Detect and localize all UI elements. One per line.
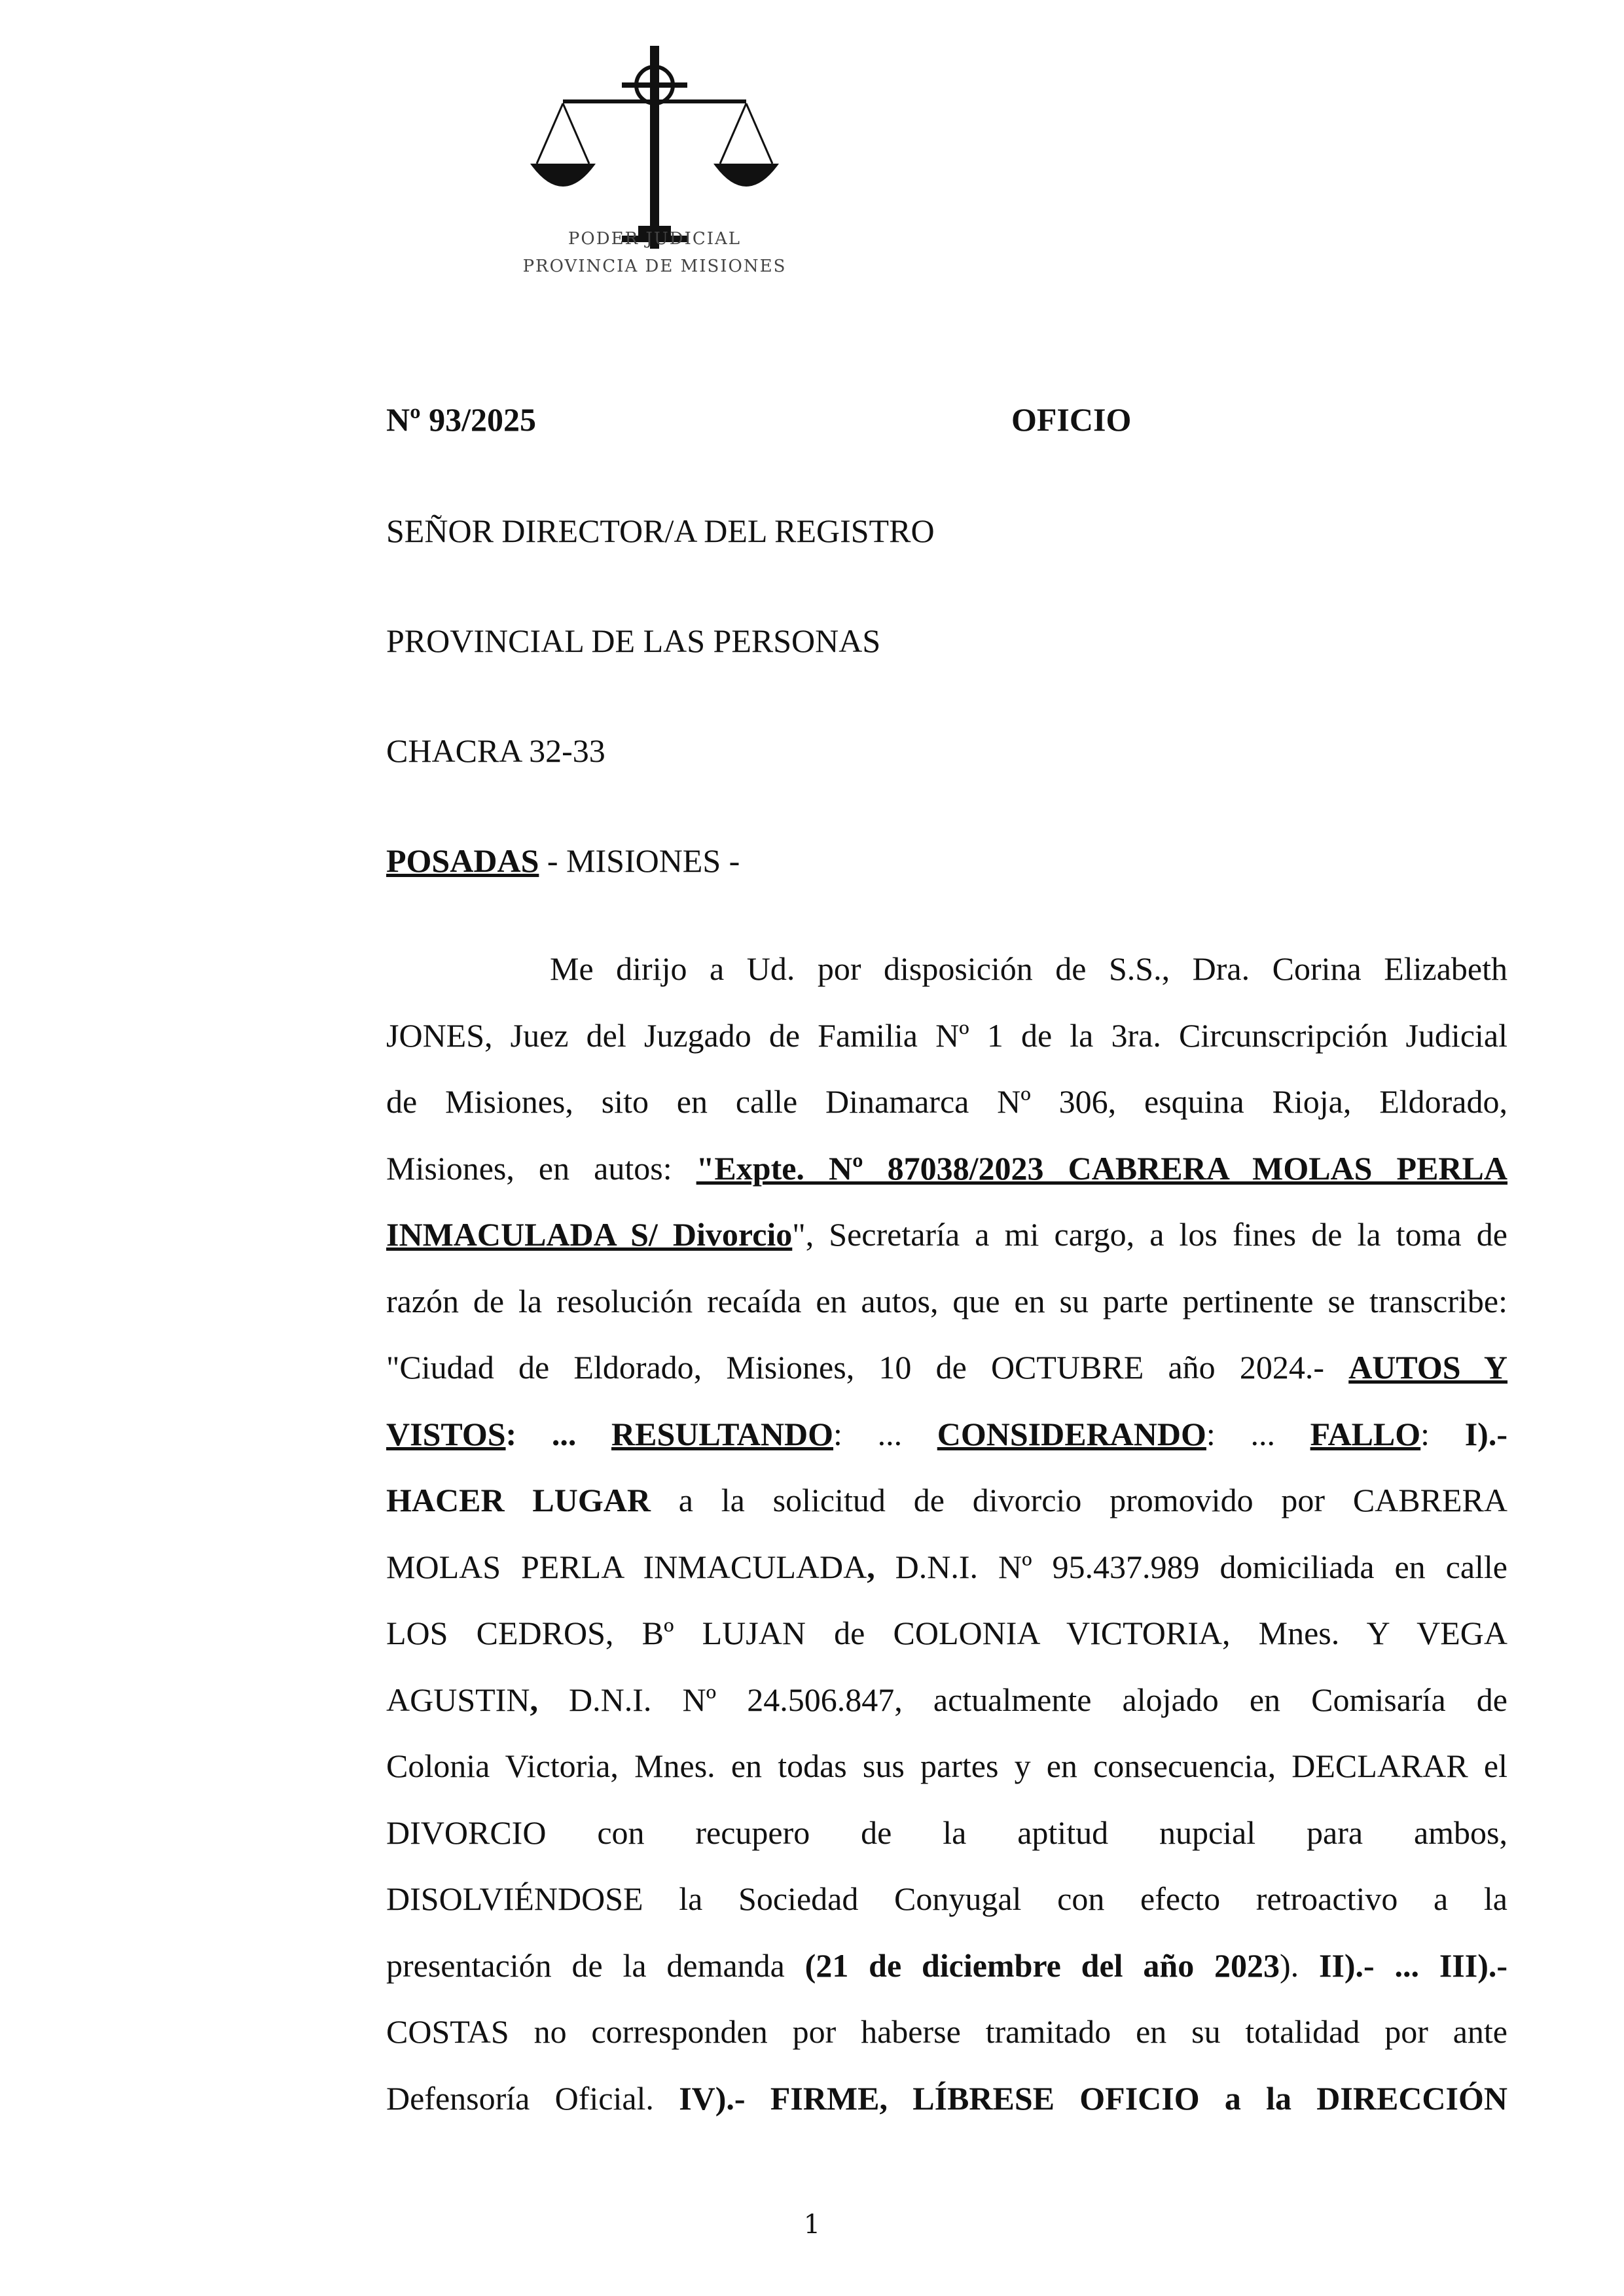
body-text: , — [530, 1681, 538, 1718]
body-text: : ... — [833, 1415, 937, 1452]
retroactive-date: (21 de diciembre del año 2023 — [804, 1946, 1280, 1984]
vistos-heading: VISTOS — [386, 1415, 506, 1452]
body-line — [386, 1933, 1507, 2000]
body-text: : ... — [1206, 1415, 1310, 1452]
body-text: Misiones, en autos: — [386, 1149, 696, 1187]
page-number: 1 — [803, 2210, 821, 2240]
considerando-heading: CONSIDERANDO — [937, 1415, 1206, 1452]
body-text: ). — [1280, 1946, 1319, 1984]
addressee-city — [386, 842, 740, 880]
body-paragraph — [386, 936, 1507, 2132]
body-text: "Ciudad de Eldorado, Misiones, 10 de OCTUBRE año 2024.- — [386, 1349, 1349, 1386]
document-type: OFICIO — [1011, 401, 1132, 438]
body-text: D.N.I. Nº 24.506.847, actualmente alojado en Comisaría de — [537, 1681, 1507, 1718]
body-line: JONES, Juez del Juzgado de Familia Nº 1 de la 3ra. Circunscripción Judicial — [386, 1016, 1507, 1054]
body-line — [386, 1534, 1507, 1601]
body-text: presentación de la demanda — [386, 1946, 805, 1984]
judicial-scales-seal-icon — [524, 39, 785, 288]
body-line — [386, 1335, 1507, 1401]
body-line: LOS CEDROS, Bº LUJAN de COLONIA VICTORIA, Mnes. Y VEGA — [386, 1615, 1507, 1651]
autos-heading: AUTOS Y — [1348, 1349, 1508, 1386]
city-name: POSADAS — [386, 842, 539, 879]
body-line: razón de la resolución recaída en autos, que en su parte pertinente se transcribe: — [386, 1282, 1507, 1319]
body-text: D.N.I. Nº 95.437.989 domiciliada en calle — [875, 1548, 1507, 1585]
body-text: Defensoría Oficial. — [386, 2079, 679, 2117]
body-line — [386, 1401, 1507, 1468]
body-line: Me dirijo a Ud. por disposición de S.S., Dra. Corina Elizabeth — [550, 950, 1507, 987]
body-text: a la solicitud de divorcio promovido por CABRERA — [650, 1482, 1507, 1518]
body-text: : ... — [505, 1415, 612, 1452]
document-number: Nº 93/2025 — [386, 401, 537, 438]
case-reference-end: INMACULADA S/ Divorcio — [386, 1216, 793, 1253]
body-line: DIVORCIO con recupero de la aptitud nupcial para ambos, — [386, 1814, 1507, 1851]
body-line — [386, 1467, 1507, 1534]
body-line: de Misiones, sito en calle Dinamarca Nº 306, esquina Rioja, Eldorado, — [386, 1083, 1507, 1120]
party-name: MOLAS PERLA INMACULADA — [386, 1548, 867, 1585]
seal-caption-2: PROVINCIA DE MISIONES — [522, 257, 787, 276]
item-numbers: II).- ... III).- — [1318, 1946, 1508, 1984]
addressee-line-3: CHACRA 32-33 — [386, 732, 605, 769]
body-text: , — [867, 1548, 875, 1585]
body-line — [386, 1667, 1507, 1734]
body-line: Colonia Victoria, Mnes. en todas sus partes y en consecuencia, DECLARAR el — [386, 1748, 1507, 1784]
addressee-line-1: SEÑOR DIRECTOR/A DEL REGISTRO — [386, 512, 935, 549]
body-line — [386, 1136, 1507, 1202]
body-line — [386, 2066, 1507, 2132]
resolution-verb: HACER LUGAR — [386, 1482, 651, 1518]
party-name: AGUSTIN — [386, 1681, 530, 1718]
fallo-heading: FALLO — [1310, 1415, 1421, 1452]
case-reference: "Expte. Nº 87038/2023 CABRERA MOLAS PERLA — [696, 1149, 1507, 1187]
seal-caption-1: PODER JUDICIAL — [568, 229, 742, 249]
addressee-line-2: PROVINCIAL DE LAS PERSONAS — [386, 622, 881, 659]
province-name: - MISIONES - — [539, 842, 740, 879]
item-number: I).- — [1464, 1415, 1507, 1452]
order-text: IV).- FIRME, LÍBRESE OFICIO a la DIRECCIÓN — [679, 2079, 1507, 2117]
body-line — [386, 1202, 1507, 1268]
body-text: ", Secretaría a mi cargo, a los fines de la toma de — [792, 1216, 1507, 1253]
body-line: DISOLVIÉNDOSE la Sociedad Conyugal con efecto retroactivo a la — [386, 1880, 1507, 1917]
resultando-heading: RESULTANDO — [611, 1415, 834, 1452]
body-text: : — [1420, 1415, 1465, 1452]
body-line: COSTAS no corresponden por haberse tramitado en su totalidad por ante — [386, 2013, 1507, 2050]
